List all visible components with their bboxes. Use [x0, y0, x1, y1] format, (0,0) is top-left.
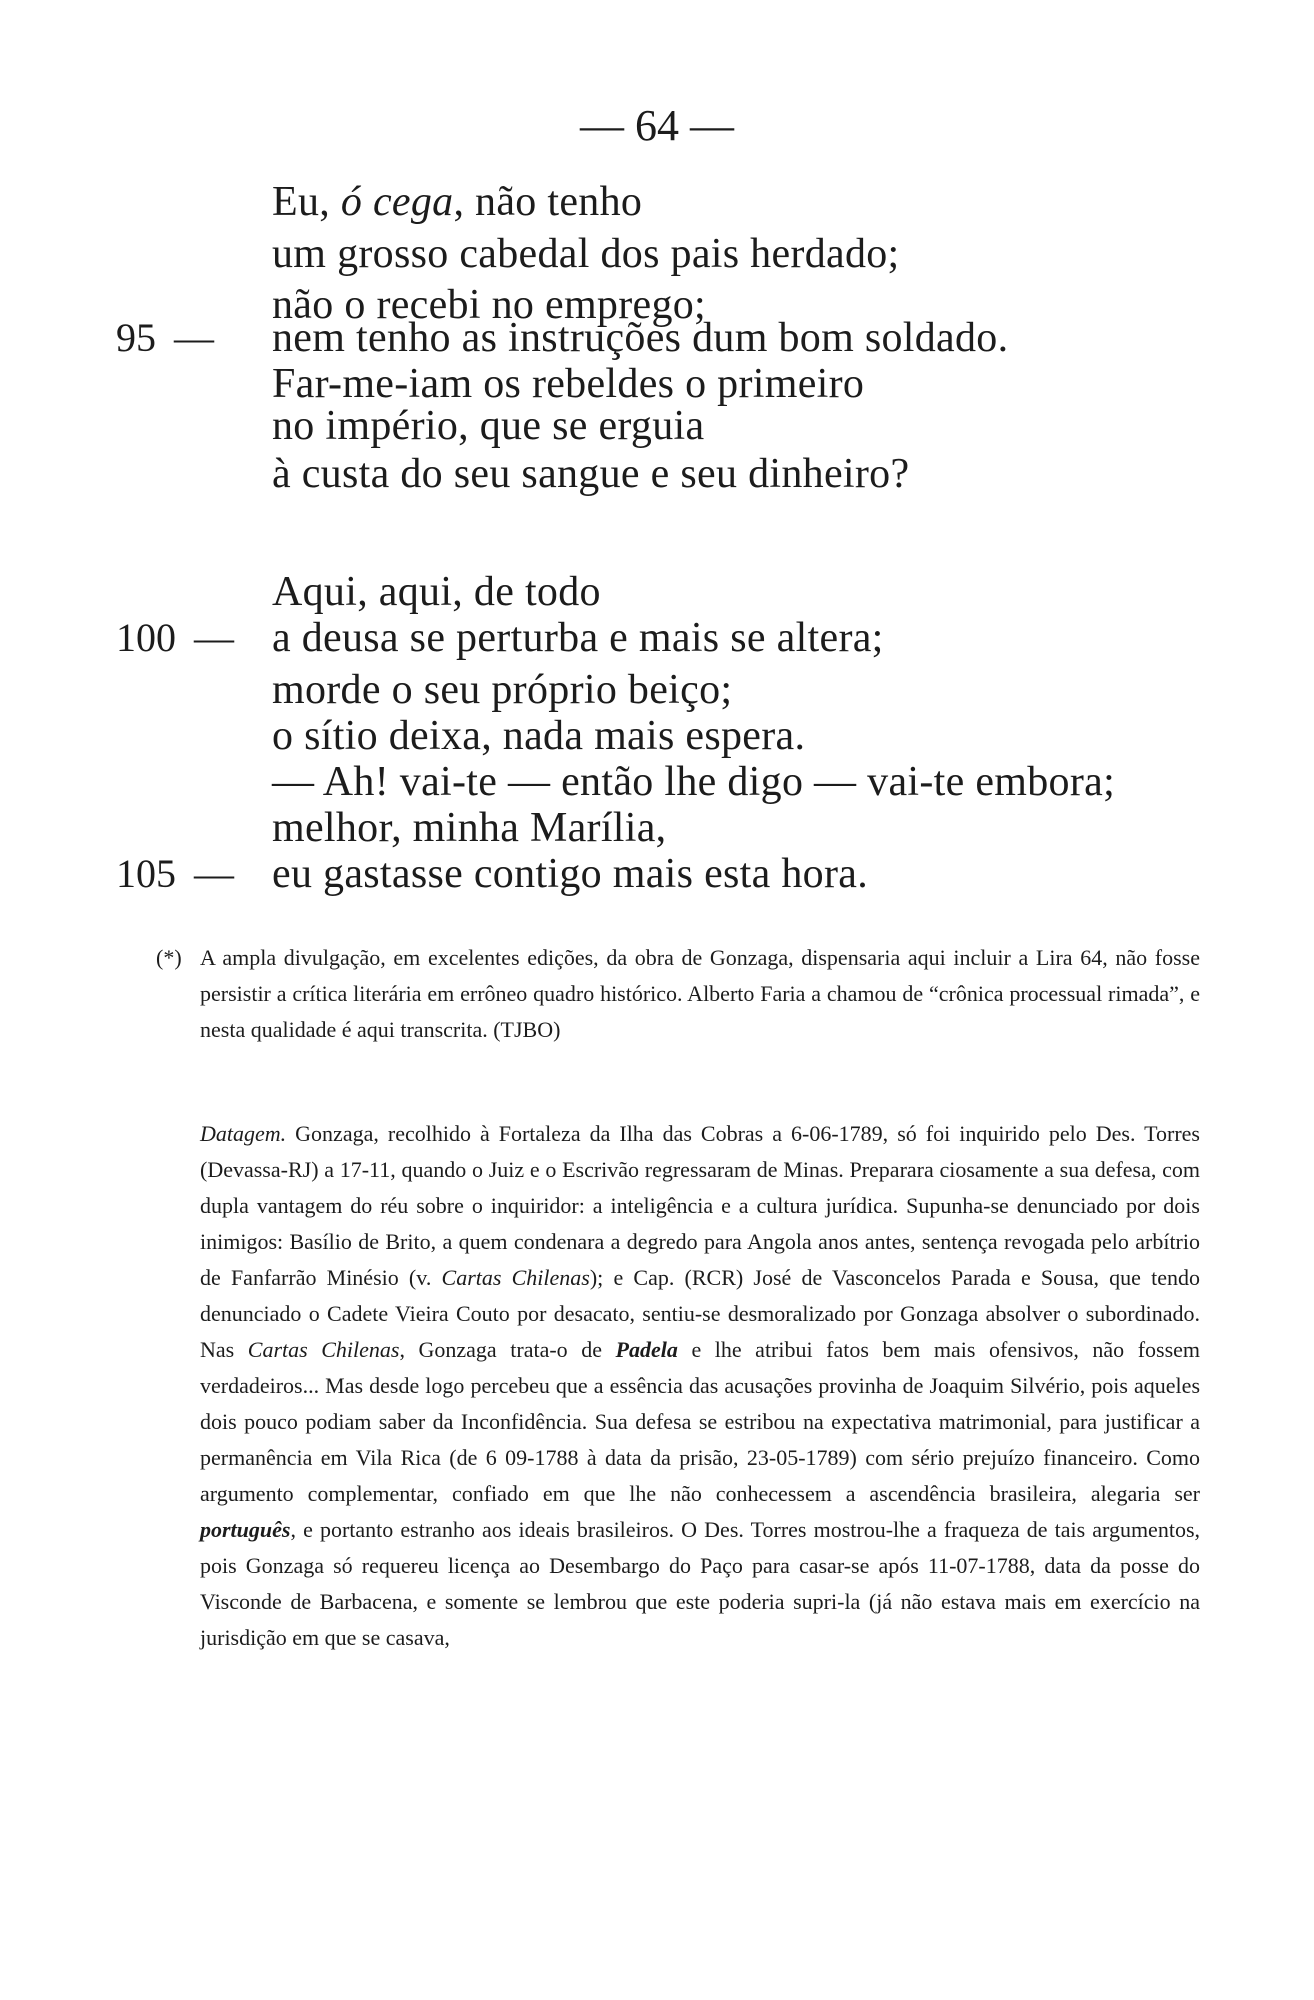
- line-number: 100 —: [116, 615, 234, 660]
- footnote-marker: (*): [156, 945, 182, 970]
- poem-line: à custa do seu sangue e seu dinheiro?: [272, 451, 910, 497]
- poem-line: Far-me-iam os rebeldes o primeiro: [272, 361, 865, 407]
- poem-line: eu gastasse contigo mais esta hora.: [272, 851, 868, 897]
- poem-line-text: Eu, ó cega, não tenho: [272, 179, 643, 225]
- poem-line: melhor, minha Marília,: [272, 805, 667, 851]
- poem-line: no império, que se erguia: [272, 403, 705, 449]
- poem-line: a deusa se perturba e mais se altera;: [272, 615, 884, 661]
- page-number: — 64 —: [580, 101, 734, 150]
- poem-line: um grosso cabedal dos pais herdado;: [272, 231, 900, 277]
- poem-line: Aqui, aqui, de todo: [272, 569, 601, 615]
- line-number: 95 —: [116, 315, 214, 360]
- footnote: [156, 940, 1200, 1048]
- poem-line: o sítio deixa, nada mais espera.: [272, 713, 806, 759]
- poem-line: — Ah! vai-te — então lhe digo — vai-te embora;: [272, 759, 1116, 805]
- poem-line: morde o seu próprio beiço;: [272, 667, 733, 713]
- line-number: 105 —: [116, 851, 234, 896]
- datagem-note: [200, 1116, 1200, 1656]
- footnote-text: A ampla divulgação, em excelentes edições, da obra de Gonzaga, dispensaria aqui incluir a Lira 64, não fosse persistir a crítica literária em errôneo quadro histórico. Alberto Faria a chamou de “crônica processual rimada”, e nesta qualidade é aqui transcrita. (TJBO): [200, 945, 1200, 1042]
- poem-line: não o recebi no emprego;: [272, 282, 707, 328]
- poem-line: nem tenho as instruções dum bom soldado.: [272, 315, 1009, 361]
- datagem-heading: Datagem.: [200, 1121, 287, 1146]
- datagem-paragraph: Datagem. Gonzaga, recolhido à Fortaleza da Ilha das Cobras a 6-06-1789, só foi inquirido pelo Des. Torres (Devassa-RJ) a 17-11, quando o Juiz e o Escrivão regressaram de Minas. Preparara ciosamente a sua defesa, com dupla vantagem do réu sobre o inquiridor: a inteligência e a cultura jurídica. Supunha-se denunciado por dois inimigos: Basílio de Brito, a quem condenara a degredo para Angola anos antes, sentença revogada pelo arbítrio de Fanfarrão Minésio (v. Cartas Chilenas); e Cap. (RCR) José de Vasconcelos Parada e Sousa, que tendo denunciado o Cadete Vieira Couto por desacato, sentiu-se desmoralizado por Gonzaga absolver o subordinado. Nas Cartas Chilenas, Gonzaga trata-o de Padela e lhe atribui fatos bem mais ofensivos, não fossem verdadeiros... Mas desde logo percebeu que a essência das acusações provinha de Joaquim Silvério, pois aqueles dois pouco podiam saber da Inconfidência. Sua defesa se estribou na expectativa matrimonial, para justificar a permanência em Vila Rica (de 6 09-1788 à data da prisão, 23-05-1789) com sério prejuízo financeiro. Como argumento complementar, confiado em que lhe não conhecessem a ascendência brasileira, alegaria ser português, e portanto estranho aos ideais brasileiros. O Des. Torres mostrou-lhe a fraqueza de tais argumentos, pois Gonzaga só requereu licença ao Desembargo do Paço para casar-se após 11-07-1788, data da posse do Visconde de Barbacena, e somente se lembrou que este poderia supri-la (já não estava mais em exercício na jurisdição em que se casava,: [200, 1121, 1201, 1650]
- poem-line: [272, 178, 642, 226]
